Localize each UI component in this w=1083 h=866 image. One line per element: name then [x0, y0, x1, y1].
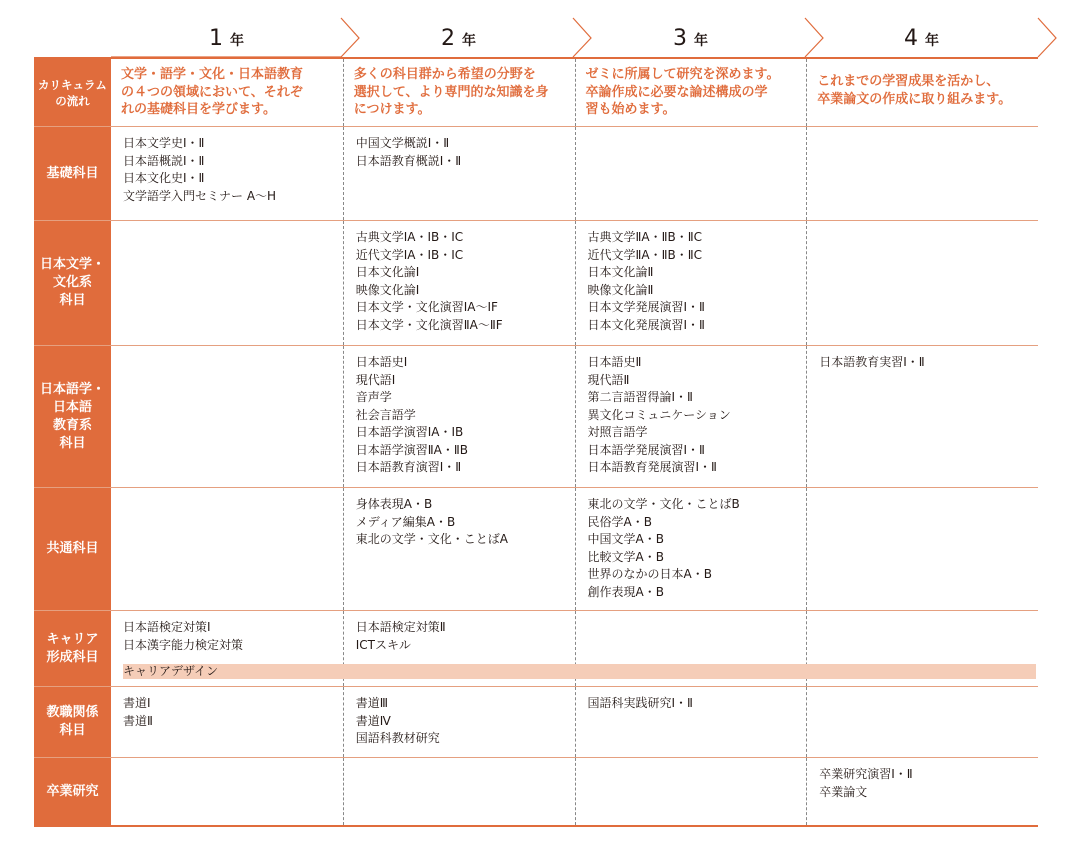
table-row — [34, 57, 1038, 127]
course-item: 日本文化史Ⅰ・Ⅱ — [123, 171, 205, 185]
intro-text: につけます。 — [353, 102, 431, 117]
course-item: 日本文化発展演習Ⅰ・Ⅱ — [587, 317, 705, 332]
course-item: 日本語教育実習Ⅰ・Ⅱ — [819, 355, 925, 369]
course-item: 古典文学ⅡA・ⅡB・ⅡC — [587, 230, 703, 244]
year-number: 3 — [673, 26, 688, 51]
year-1-cell — [111, 488, 343, 610]
intro-text: これまでの学習成果を活かし、 — [817, 74, 1000, 89]
intro-text: の４つの領域において、それぞ — [121, 84, 303, 100]
course-item: 社会言語学 — [355, 407, 416, 422]
year-number: 2 — [441, 26, 456, 51]
row-header: 基礎科目 — [34, 127, 111, 220]
course-item: 国語科実践研究Ⅰ・Ⅱ — [587, 696, 693, 710]
year-1-cell — [111, 687, 343, 757]
course-item: 日本文学・文化演習ⅠA〜ⅠF — [355, 300, 498, 314]
curriculum-table — [34, 57, 1038, 827]
course-item: 古典文学ⅠA・ⅠB・ⅠC — [355, 230, 464, 244]
year-unit: 年 — [230, 33, 245, 49]
table-row — [34, 611, 1038, 687]
table-row — [34, 346, 1038, 488]
year-4-cell — [806, 687, 1038, 757]
course-item: 書道Ⅳ — [355, 713, 391, 728]
course-item: 日本語教育概説Ⅰ・Ⅱ — [355, 153, 462, 168]
row-header: 日本文学・ 文化系 科目 — [34, 221, 111, 345]
year-4-cell — [806, 758, 1038, 825]
intro-text: ゼミに所属して研究を深めます。 — [585, 67, 780, 82]
year-unit: 年 — [462, 33, 477, 49]
year-3-cell — [575, 221, 807, 345]
year-2-cell — [343, 59, 575, 126]
table-row — [34, 127, 1038, 221]
year-2-cell — [343, 687, 575, 757]
course-item: ICTスキル — [355, 637, 411, 652]
course-item: 民俗学A・B — [587, 514, 652, 529]
year-1-cell — [111, 127, 343, 220]
career-design-bar — [123, 664, 1036, 679]
course-item: 対照言語学 — [587, 425, 648, 439]
course-item: 日本文学・文化演習ⅡA〜ⅡF — [355, 317, 503, 332]
course-item: 近代文学ⅡA・ⅡB・ⅡC — [587, 247, 703, 262]
year-1-cell — [111, 758, 343, 825]
row-header: 共通科目 — [34, 488, 111, 610]
year-3-cell — [575, 687, 807, 757]
course-item: 創作表現A・B — [587, 584, 664, 599]
course-item: 日本文化論Ⅱ — [587, 265, 654, 279]
intro-text: れの基礎科目を学びます。 — [121, 102, 276, 117]
course-item: 世界のなかの日本A・B — [587, 567, 712, 581]
row-header: 教職関係 科目 — [34, 687, 111, 757]
course-item: 日本語検定対策Ⅰ — [123, 620, 211, 634]
course-item: 日本語教育発展演習Ⅰ・Ⅱ — [587, 460, 717, 474]
course-item: 中国文学概説Ⅰ・Ⅱ — [355, 136, 450, 150]
course-item: 近代文学ⅠA・ⅠB・ⅠC — [355, 247, 464, 262]
course-item: 日本語教育演習Ⅰ・Ⅱ — [355, 460, 462, 474]
year-3-cell — [575, 346, 807, 487]
course-item: 日本語学演習ⅡA・ⅡB — [355, 442, 469, 457]
course-item: 国語科教材研究 — [355, 731, 440, 745]
year-2-cell — [343, 488, 575, 610]
course-item: 日本語史Ⅱ — [587, 355, 642, 369]
course-item: 日本語検定対策Ⅱ — [355, 620, 446, 634]
row-header: 日本語学・ 日本語 教育系 科目 — [34, 346, 111, 487]
course-item: 日本語史Ⅰ — [355, 355, 408, 369]
course-item: 音声学 — [355, 390, 392, 404]
year-2-cell — [343, 758, 575, 825]
row-header: カリキュラム の流れ — [34, 59, 111, 126]
course-item: 現代語Ⅱ — [587, 372, 630, 387]
course-item: メディア編集A・B — [355, 514, 456, 529]
course-item: 日本語学発展演習Ⅰ・Ⅱ — [587, 442, 705, 457]
row-header: キャリア 形成科目 — [34, 611, 111, 686]
year-3-cell — [575, 758, 807, 825]
year-4-cell — [806, 127, 1038, 220]
year-number: 1 — [209, 26, 224, 51]
course-item: 卒業論文 — [819, 784, 868, 799]
course-item: 文学語学入門セミナー A〜H — [123, 188, 277, 203]
table-row — [34, 687, 1038, 758]
course-item: 東北の文学・文化・ことばB — [587, 497, 740, 511]
course-item: 映像文化論Ⅱ — [587, 282, 654, 297]
year-unit: 年 — [694, 33, 709, 49]
year-4-cell — [806, 488, 1038, 610]
intro-text: 卒論作成に必要な論述構成の学 — [585, 84, 768, 100]
course-item: 異文化コミュニケーション — [587, 407, 731, 422]
year-4-cell — [806, 221, 1038, 345]
course-item: 書道Ⅱ — [123, 713, 153, 728]
course-item: 中国文学A・B — [587, 532, 664, 546]
career-design-label: キャリアデザイン — [123, 664, 219, 678]
course-item: 東北の文学・文化・ことばA — [355, 532, 508, 546]
row-header: 卒業研究 — [34, 758, 111, 825]
year-2-cell — [343, 346, 575, 487]
year-2-cell — [343, 127, 575, 220]
course-item: 映像文化論Ⅰ — [355, 282, 420, 297]
course-item: 日本文学史Ⅰ・Ⅱ — [123, 136, 205, 150]
intro-text: 文学・語学・文化・日本語教育 — [121, 67, 304, 82]
course-item: 現代語Ⅰ — [355, 372, 396, 387]
course-item: 書道Ⅰ — [123, 696, 151, 710]
year-3-cell — [575, 127, 807, 220]
table-row — [34, 488, 1038, 611]
intro-text: 習も始めます。 — [585, 102, 676, 117]
intro-text: 多くの科目群から希望の分野を — [353, 67, 536, 82]
intro-text: 卒業論文の作成に取り組みます。 — [817, 91, 1012, 107]
year-1-cell — [111, 221, 343, 345]
year-3-cell — [575, 59, 807, 126]
course-item: 卒業研究演習Ⅰ・Ⅱ — [819, 767, 913, 781]
intro-text: 選択して、より専門的な知識を身 — [353, 84, 549, 100]
table-row — [34, 758, 1038, 827]
course-item: 日本語概説Ⅰ・Ⅱ — [123, 153, 205, 168]
year-4-cell — [806, 346, 1038, 487]
year-unit: 年 — [925, 33, 940, 49]
course-item: 日本文化論Ⅰ — [355, 265, 420, 279]
table-row — [34, 221, 1038, 346]
course-item: 書道Ⅲ — [355, 696, 389, 710]
course-item: 日本文学発展演習Ⅰ・Ⅱ — [587, 300, 705, 314]
year-1-cell — [111, 346, 343, 487]
course-item: 日本語学演習ⅠA・ⅠB — [355, 425, 464, 439]
year-number: 4 — [904, 26, 919, 51]
course-item: 第二言語習得論Ⅰ・Ⅱ — [587, 390, 693, 404]
course-item: 比較文学A・B — [587, 549, 664, 564]
year-3-cell — [575, 488, 807, 610]
year-2-cell — [343, 221, 575, 345]
year-1-cell — [111, 59, 343, 126]
course-item: 身体表現A・B — [355, 497, 433, 511]
course-item: 日本漢字能力検定対策 — [123, 637, 244, 652]
year-4-cell — [806, 59, 1038, 126]
